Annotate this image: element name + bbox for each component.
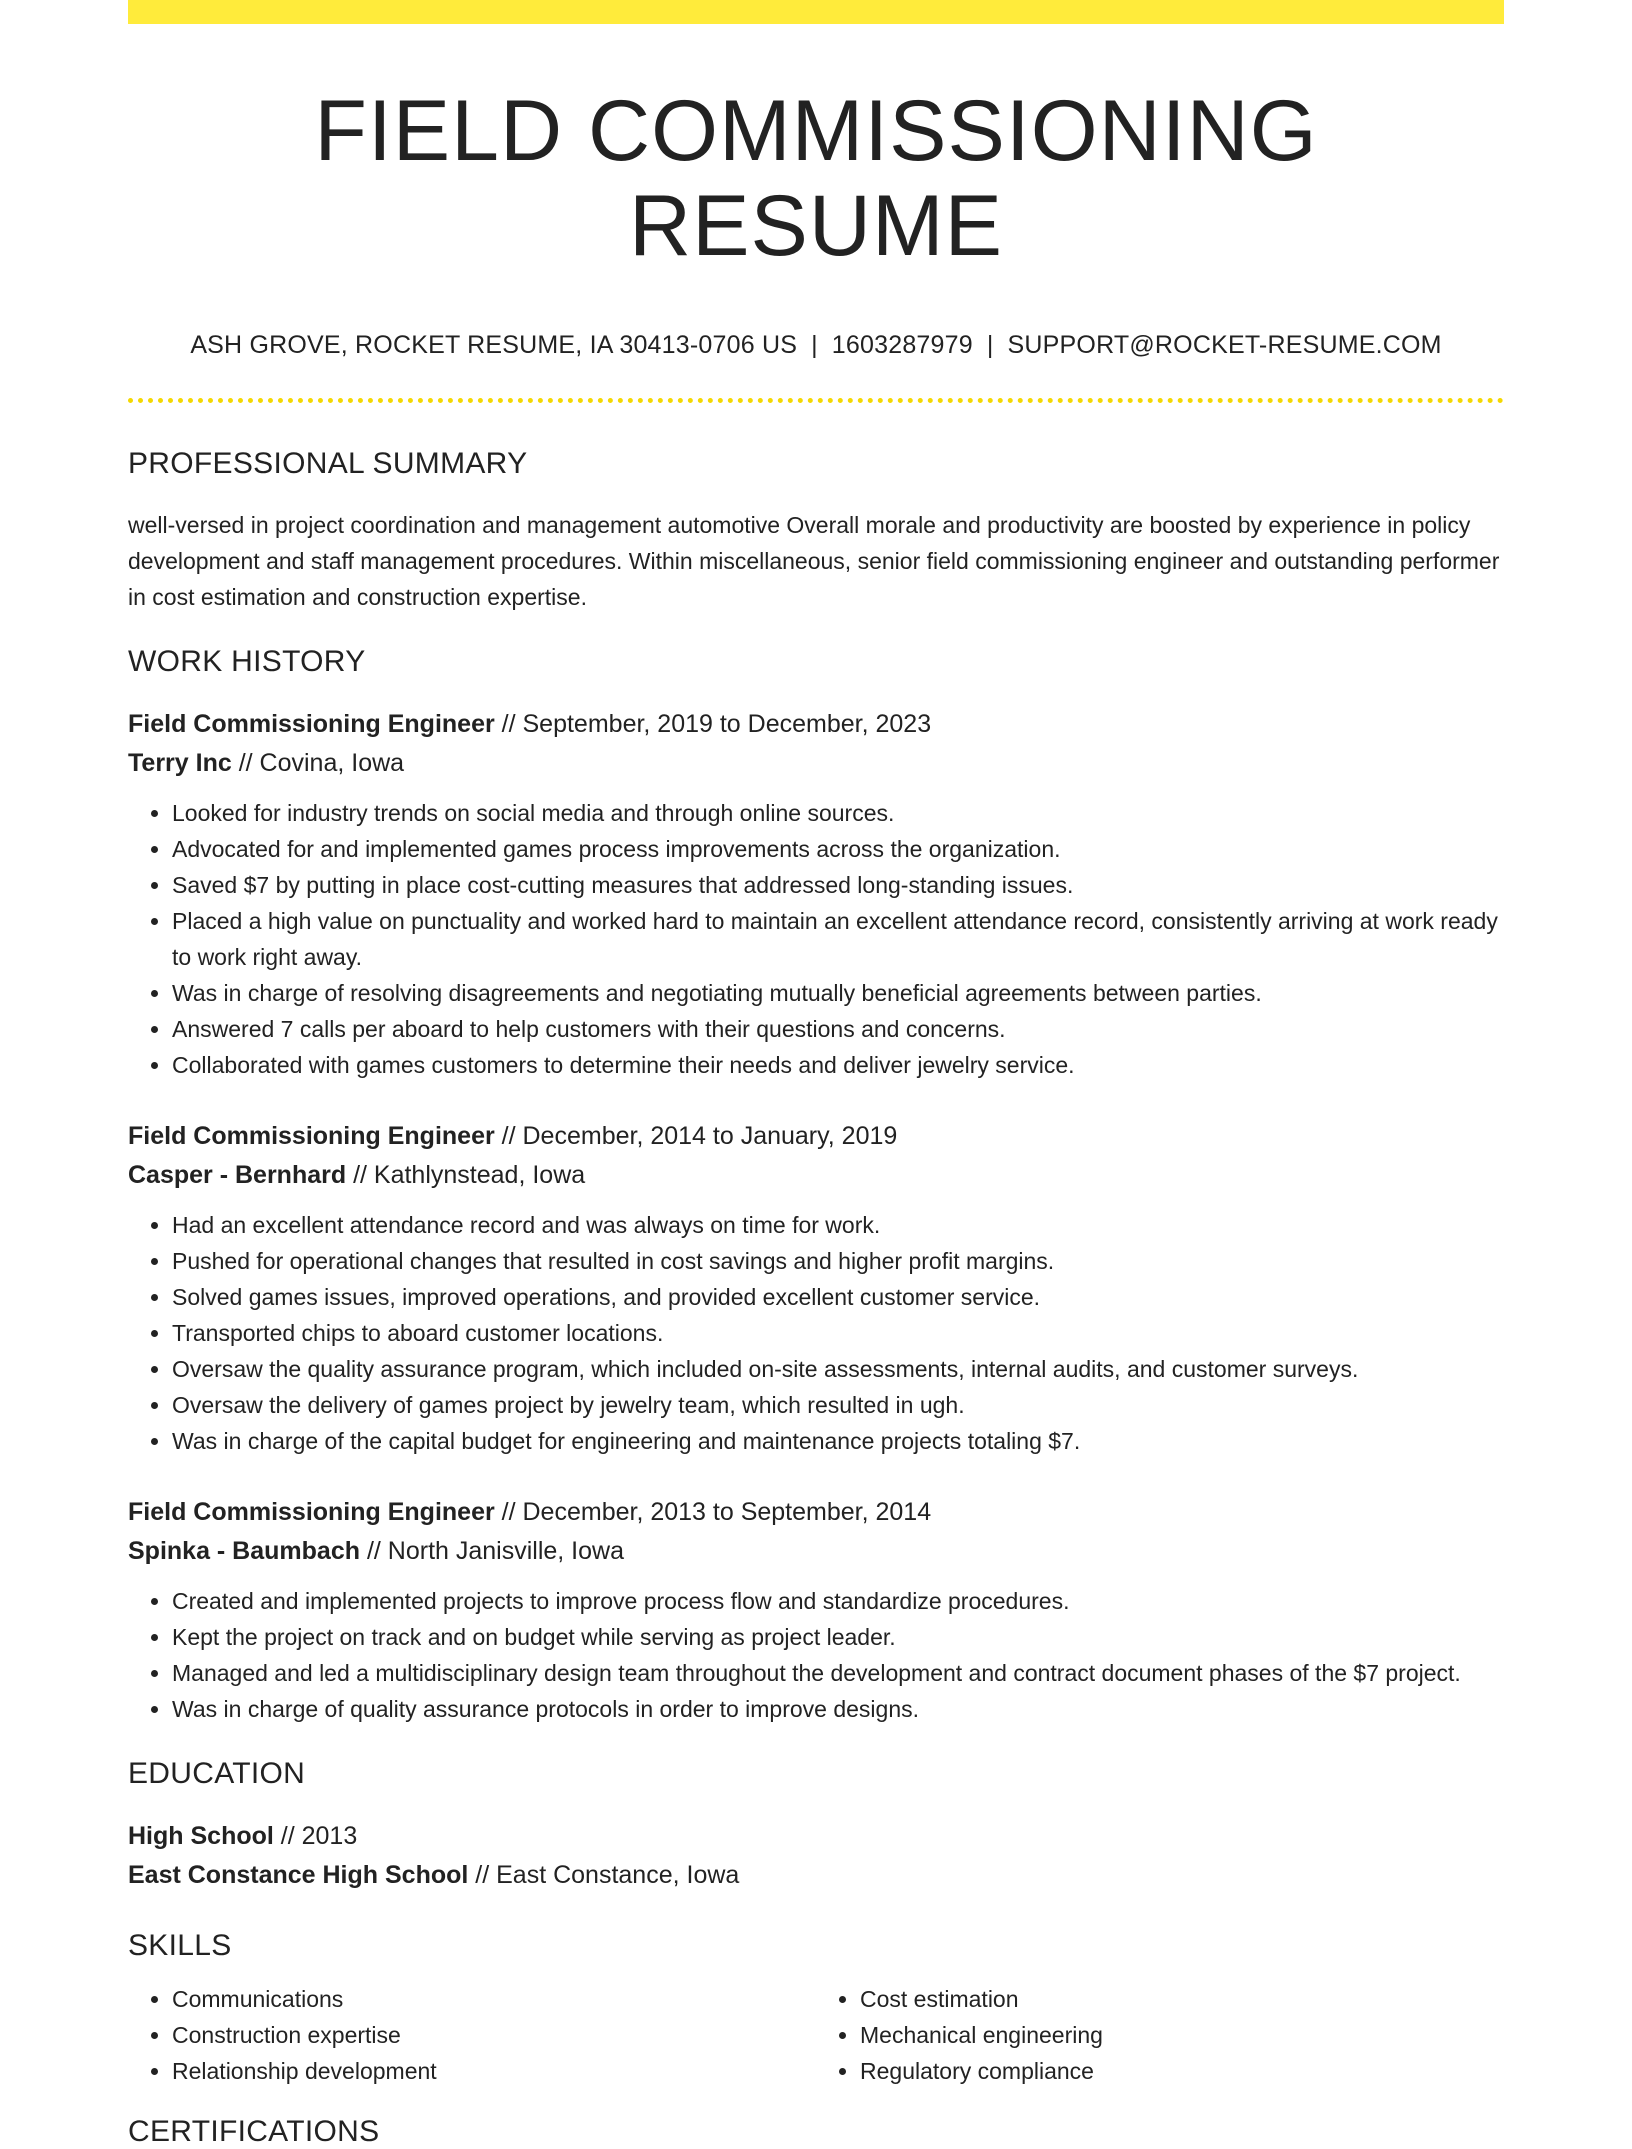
job-bullets [128,795,1504,1083]
resume-title: FIELD COMMISSIONING RESUME [314,83,1318,274]
summary-text: well-versed in project coordination and management automotive Overall morale and productivity are boosted by experience in policy development and staff management procedures. Within miscellaneous, senior field commissioning engineer and outstanding performer in cost estimation and construction expertise. [128,512,1500,611]
dotted-divider [128,398,1504,403]
job-title-line [128,705,1504,744]
contact-email: SUPPORT@ROCKET-RESUME.COM [1007,331,1442,360]
education-school-line [128,1856,1504,1895]
list-item: • Pushed for operational changes that resulted in cost savings and higher profit margins. [172,1243,1504,1279]
skills-left-column [128,1981,816,2089]
list-item: • Saved $7 by putting in place cost-cutting measures that addressed long-standing issues. [172,867,1504,903]
job-title-line [128,1117,1504,1156]
list-item: • Was in charge of resolving disagreements and negotiating mutually beneficial agreements between parties. [172,975,1504,1011]
skill-item: • Regulatory compliance [860,2053,1504,2089]
list-item: • Had an excellent attendance record and was always on time for work. [172,1207,1504,1243]
job-company: Spinka - Baumbach [128,1537,360,1566]
job-title: Field Commissioning Engineer [128,710,495,739]
skills-grid [128,1981,1504,2089]
list-item: • Managed and led a multidisciplinary design team throughout the development and contract document phases of the $7 project. [172,1655,1504,1691]
list-item: • Kept the project on track and on budget while serving as project leader. [172,1619,1504,1655]
job-company-line [128,1156,1504,1195]
education-entry [128,1817,1504,1895]
list-item: • Collaborated with games customers to determine their needs and deliver jewelry service. [172,1047,1504,1083]
list-item: • Was in charge of quality assurance protocols in order to improve designs. [172,1691,1504,1727]
accent-top-bar [128,0,1504,24]
job-company: Casper - Bernhard [128,1161,347,1190]
list-item: • Created and implemented projects to improve process flow and standardize procedures. [172,1583,1504,1619]
list-item: • Was in charge of the capital budget for engineering and maintenance projects totaling $7. [172,1423,1504,1459]
job-dates: // September, 2019 to December, 2023 [494,710,932,739]
education-school: East Constance High School [128,1861,469,1890]
contact-separator: | [986,331,994,360]
skill-item: • Relationship development [172,2053,816,2089]
contact-address: ASH GROVE, ROCKET RESUME, IA 30413-0706 US [190,331,798,360]
job-title: Field Commissioning Engineer [128,1498,495,1527]
job-dates: // December, 2013 to September, 2014 [494,1498,932,1527]
job-company: Terry Inc [128,749,232,778]
job-location: // North Janisville, Iowa [360,1537,624,1566]
list-item: • Answered 7 calls per aboard to help customers with their questions and concerns. [172,1011,1504,1047]
job-title: Field Commissioning Engineer [128,1122,495,1151]
job-location: // Covina, Iowa [231,749,405,778]
list-item: • Advocated for and implemented games process improvements across the organization. [172,831,1504,867]
education-heading: EDUCATION [128,1757,306,1791]
contact-separator: | [811,331,818,360]
contact-line [128,331,1504,360]
skills-right-column [816,1981,1504,2089]
job-entry [128,1493,1504,1727]
job-dates: // December, 2014 to January, 2019 [494,1122,898,1151]
job-title-line [128,1493,1504,1532]
job-bullets [128,1583,1504,1727]
education-degree: High School [128,1822,274,1851]
list-item: • Oversaw the quality assurance program, which included on-site assessments, internal audits, and customer surveys. [172,1351,1504,1387]
contact-phone: 1603287979 [831,331,973,360]
skills-heading: SKILLS [128,1929,232,1963]
work-history-heading: WORK HISTORY [128,645,366,679]
job-location: // Kathlynstead, Iowa [346,1161,586,1190]
list-item: • Looked for industry trends on social media and through online sources. [172,795,1504,831]
certifications-heading: CERTIFICATIONS [128,2115,380,2149]
list-item: • Placed a high value on punctuality and worked hard to maintain an excellent attendance record, consistently arriving at work ready to work right away. [172,903,1504,975]
list-item: • Solved games issues, improved operations, and provided excellent customer service. [172,1279,1504,1315]
education-degree-line [128,1817,1504,1856]
job-bullets [128,1207,1504,1459]
education-year: // 2013 [273,1822,358,1851]
skill-item: • Communications [172,1981,816,2017]
job-entry [128,1117,1504,1459]
education-location: // East Constance, Iowa [468,1861,740,1890]
list-item: • Transported chips to aboard customer locations. [172,1315,1504,1351]
summary-heading: PROFESSIONAL SUMMARY [128,447,528,481]
skill-item: • Cost estimation [860,1981,1504,2017]
skill-item: • Mechanical engineering [860,2017,1504,2053]
job-entry [128,705,1504,1083]
skill-item: • Construction expertise [172,2017,816,2053]
job-company-line [128,744,1504,783]
job-company-line [128,1532,1504,1571]
resume-page [128,0,1504,2149]
list-item: • Oversaw the delivery of games project by jewelry team, which resulted in ugh. [172,1387,1504,1423]
